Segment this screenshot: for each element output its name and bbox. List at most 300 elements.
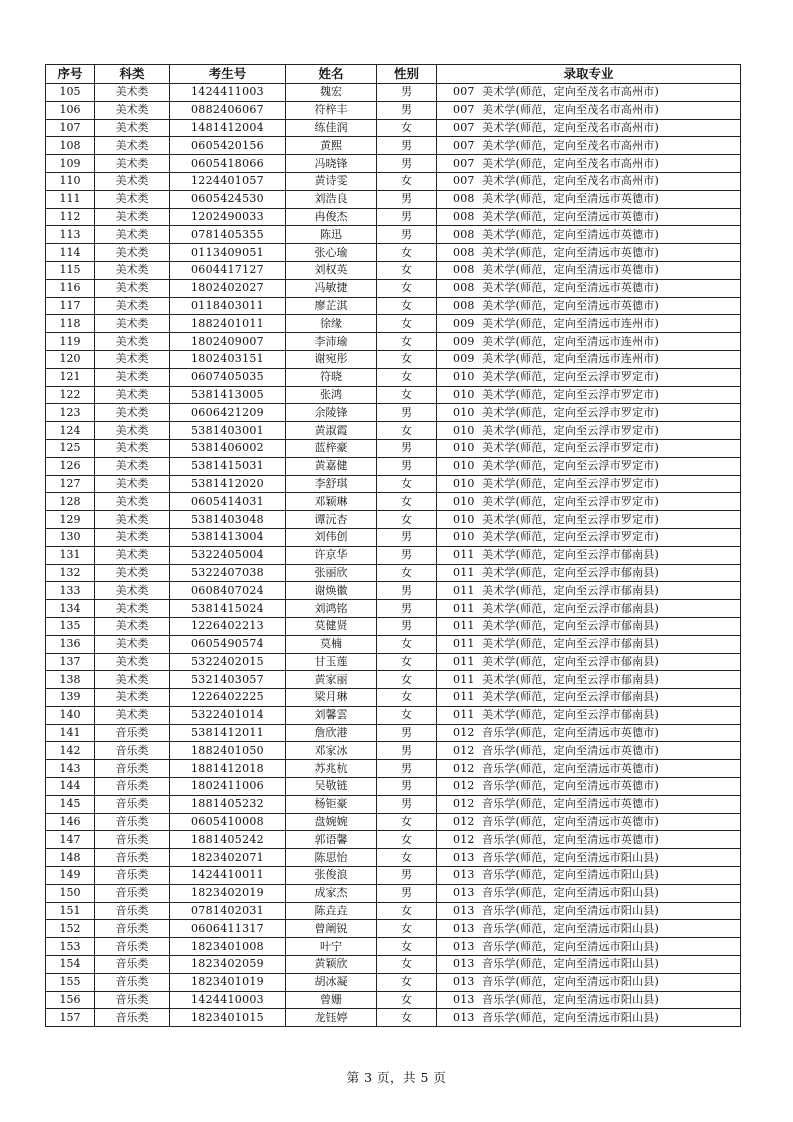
row-category: 音乐类 <box>95 1009 170 1027</box>
row-exam-id: 0604417127 <box>170 261 286 279</box>
row-gender: 女 <box>377 368 437 386</box>
row-major: 012 音乐学(师范，定向至清远市英德市) <box>437 724 741 742</box>
row-gender: 男 <box>377 439 437 457</box>
row-index: 147 <box>46 831 95 849</box>
row-category: 音乐类 <box>95 831 170 849</box>
row-index: 109 <box>46 155 95 173</box>
row-index: 148 <box>46 849 95 867</box>
row-exam-id: 5322407038 <box>170 564 286 582</box>
row-major: 013 音乐学(师范，定向至清远市阳山县) <box>437 938 741 956</box>
row-gender: 男 <box>377 226 437 244</box>
row-gender: 女 <box>377 1009 437 1027</box>
row-index: 151 <box>46 902 95 920</box>
row-category: 美术类 <box>95 208 170 226</box>
row-exam-id: 1481412004 <box>170 119 286 137</box>
row-index: 145 <box>46 795 95 813</box>
row-exam-id: 1823402019 <box>170 884 286 902</box>
row-category: 美术类 <box>95 386 170 404</box>
row-exam-id: 1802409007 <box>170 333 286 351</box>
table-row <box>46 386 741 404</box>
row-index: 144 <box>46 778 95 796</box>
row-category: 美术类 <box>95 155 170 173</box>
row-exam-id: 1882401050 <box>170 742 286 760</box>
row-index: 140 <box>46 706 95 724</box>
row-exam-id: 5381413004 <box>170 528 286 546</box>
row-index: 135 <box>46 617 95 635</box>
row-major: 007 美术学(师范，定向至茂名市高州市) <box>437 119 741 137</box>
row-category: 美术类 <box>95 439 170 457</box>
row-gender: 男 <box>377 617 437 635</box>
row-name: 李沛瑜 <box>286 333 377 351</box>
row-exam-id: 0605410008 <box>170 813 286 831</box>
row-name: 廖芷淇 <box>286 297 377 315</box>
row-category: 音乐类 <box>95 760 170 778</box>
row-category: 美术类 <box>95 84 170 102</box>
row-major: 009 美术学(师范，定向至清远市连州市) <box>437 333 741 351</box>
row-index: 152 <box>46 920 95 938</box>
row-exam-id: 1202490033 <box>170 208 286 226</box>
table-row <box>46 155 741 173</box>
row-major: 008 美术学(师范，定向至清远市英德市) <box>437 190 741 208</box>
row-major: 011 美术学(师范，定向至云浮市郁南县) <box>437 546 741 564</box>
row-major: 010 美术学(师范，定向至云浮市罗定市) <box>437 493 741 511</box>
row-category: 美术类 <box>95 493 170 511</box>
row-exam-id: 5381415024 <box>170 600 286 618</box>
row-gender: 女 <box>377 813 437 831</box>
row-name: 冉俊杰 <box>286 208 377 226</box>
row-category: 音乐类 <box>95 920 170 938</box>
row-name: 曾阐锐 <box>286 920 377 938</box>
row-index: 149 <box>46 867 95 885</box>
table-row <box>46 813 741 831</box>
row-gender: 男 <box>377 742 437 760</box>
row-major: 012 音乐学(师范，定向至清远市英德市) <box>437 813 741 831</box>
row-name: 成家杰 <box>286 884 377 902</box>
table-row <box>46 279 741 297</box>
table-row <box>46 404 741 422</box>
row-category: 美术类 <box>95 261 170 279</box>
row-index: 153 <box>46 938 95 956</box>
table-row <box>46 244 741 262</box>
row-exam-id: 1823401019 <box>170 973 286 991</box>
row-index: 122 <box>46 386 95 404</box>
row-major: 013 音乐学(师范，定向至清远市阳山县) <box>437 849 741 867</box>
row-gender: 女 <box>377 119 437 137</box>
row-category: 音乐类 <box>95 795 170 813</box>
table-row <box>46 315 741 333</box>
row-exam-id: 1802402027 <box>170 279 286 297</box>
row-major: 008 美术学(师范，定向至清远市英德市) <box>437 297 741 315</box>
row-index: 105 <box>46 84 95 102</box>
row-index: 123 <box>46 404 95 422</box>
row-index: 125 <box>46 439 95 457</box>
row-category: 音乐类 <box>95 902 170 920</box>
row-name: 刘权英 <box>286 261 377 279</box>
row-name: 黄嘉健 <box>286 457 377 475</box>
row-exam-id: 0882406067 <box>170 101 286 119</box>
row-category: 音乐类 <box>95 884 170 902</box>
row-major: 011 美术学(师范，定向至云浮市郁南县) <box>437 564 741 582</box>
row-major: 013 音乐学(师范，定向至清远市阳山县) <box>437 991 741 1009</box>
row-major: 013 音乐学(师范，定向至清远市阳山县) <box>437 867 741 885</box>
row-major: 011 美术学(师范，定向至云浮市郁南县) <box>437 635 741 653</box>
header-gender: 性别 <box>377 65 437 84</box>
row-exam-id: 5381403001 <box>170 422 286 440</box>
row-index: 146 <box>46 813 95 831</box>
row-exam-id: 5321403057 <box>170 671 286 689</box>
row-index: 107 <box>46 119 95 137</box>
row-gender: 男 <box>377 457 437 475</box>
row-category: 音乐类 <box>95 956 170 974</box>
row-exam-id: 5322401014 <box>170 706 286 724</box>
row-name: 甘玉莲 <box>286 653 377 671</box>
row-name: 叶宁 <box>286 938 377 956</box>
row-gender: 男 <box>377 778 437 796</box>
row-category: 音乐类 <box>95 742 170 760</box>
row-major: 011 美术学(师范，定向至云浮市郁南县) <box>437 671 741 689</box>
table-row <box>46 564 741 582</box>
table-row <box>46 422 741 440</box>
row-index: 150 <box>46 884 95 902</box>
row-exam-id: 1823401008 <box>170 938 286 956</box>
row-name: 余陵锋 <box>286 404 377 422</box>
row-gender: 女 <box>377 902 437 920</box>
row-exam-id: 1224401057 <box>170 172 286 190</box>
table-row <box>46 920 741 938</box>
row-major: 007 美术学(师范，定向至茂名市高州市) <box>437 137 741 155</box>
row-name: 张丽欣 <box>286 564 377 582</box>
row-gender: 女 <box>377 671 437 689</box>
row-name: 刘馨雲 <box>286 706 377 724</box>
row-name: 黄诗雯 <box>286 172 377 190</box>
row-index: 117 <box>46 297 95 315</box>
row-major: 011 美术学(师范，定向至云浮市郁南县) <box>437 582 741 600</box>
row-category: 美术类 <box>95 404 170 422</box>
row-category: 美术类 <box>95 190 170 208</box>
row-category: 音乐类 <box>95 991 170 1009</box>
row-gender: 女 <box>377 831 437 849</box>
row-name: 黄家丽 <box>286 671 377 689</box>
row-major: 010 美术学(师范，定向至云浮市罗定市) <box>437 439 741 457</box>
table-row <box>46 226 741 244</box>
row-major: 008 美术学(师范，定向至清远市英德市) <box>437 208 741 226</box>
row-index: 155 <box>46 973 95 991</box>
row-exam-id: 0606411317 <box>170 920 286 938</box>
row-index: 108 <box>46 137 95 155</box>
row-gender: 女 <box>377 493 437 511</box>
row-gender: 男 <box>377 190 437 208</box>
row-gender: 女 <box>377 956 437 974</box>
row-major: 010 美术学(师范，定向至云浮市罗定市) <box>437 528 741 546</box>
row-index: 121 <box>46 368 95 386</box>
row-category: 美术类 <box>95 546 170 564</box>
row-major: 007 美术学(师范，定向至茂名市高州市) <box>437 155 741 173</box>
table-row <box>46 528 741 546</box>
row-name: 冯敏捷 <box>286 279 377 297</box>
row-category: 美术类 <box>95 617 170 635</box>
header-name: 姓名 <box>286 65 377 84</box>
row-name: 刘浩良 <box>286 190 377 208</box>
row-exam-id: 0605490574 <box>170 635 286 653</box>
page-footer: 第 3 页，共 5 页 <box>346 1070 447 1085</box>
row-major: 009 美术学(师范，定向至清远市连州市) <box>437 315 741 333</box>
table-row <box>46 795 741 813</box>
row-gender: 女 <box>377 386 437 404</box>
row-exam-id: 0605418066 <box>170 155 286 173</box>
row-exam-id: 0113409051 <box>170 244 286 262</box>
row-category: 美术类 <box>95 333 170 351</box>
row-name: 郭语馨 <box>286 831 377 849</box>
row-exam-id: 1823402071 <box>170 849 286 867</box>
row-gender: 男 <box>377 137 437 155</box>
row-name: 谢宛彤 <box>286 350 377 368</box>
table-row <box>46 689 741 707</box>
header-category: 科类 <box>95 65 170 84</box>
row-exam-id: 5322402015 <box>170 653 286 671</box>
row-gender: 女 <box>377 244 437 262</box>
row-exam-id: 0605424530 <box>170 190 286 208</box>
row-category: 美术类 <box>95 600 170 618</box>
row-index: 143 <box>46 760 95 778</box>
row-major: 010 美术学(师范，定向至云浮市罗定市) <box>437 422 741 440</box>
row-index: 113 <box>46 226 95 244</box>
row-exam-id: 5381403048 <box>170 511 286 529</box>
row-index: 110 <box>46 172 95 190</box>
table-row <box>46 973 741 991</box>
table-row <box>46 956 741 974</box>
table-row <box>46 350 741 368</box>
row-name: 莫健贤 <box>286 617 377 635</box>
row-category: 美术类 <box>95 457 170 475</box>
row-name: 陈思怡 <box>286 849 377 867</box>
row-name: 张鸿 <box>286 386 377 404</box>
table-row <box>46 831 741 849</box>
row-category: 音乐类 <box>95 724 170 742</box>
table-row <box>46 778 741 796</box>
table-row <box>46 706 741 724</box>
row-major: 011 美术学(师范，定向至云浮市郁南县) <box>437 706 741 724</box>
row-gender: 女 <box>377 422 437 440</box>
row-major: 008 美术学(师范，定向至清远市英德市) <box>437 261 741 279</box>
row-category: 美术类 <box>95 653 170 671</box>
table-row <box>46 208 741 226</box>
row-major: 010 美术学(师范，定向至云浮市罗定市) <box>437 386 741 404</box>
table-row <box>46 137 741 155</box>
row-category: 美术类 <box>95 671 170 689</box>
row-category: 美术类 <box>95 350 170 368</box>
row-major: 013 音乐学(师范，定向至清远市阳山县) <box>437 1009 741 1027</box>
row-exam-id: 1802403151 <box>170 350 286 368</box>
row-category: 美术类 <box>95 368 170 386</box>
row-index: 134 <box>46 600 95 618</box>
row-gender: 男 <box>377 867 437 885</box>
row-index: 120 <box>46 350 95 368</box>
table-row <box>46 475 741 493</box>
row-name: 张俊浪 <box>286 867 377 885</box>
table-row <box>46 653 741 671</box>
row-gender: 女 <box>377 689 437 707</box>
row-major: 011 美术学(师范，定向至云浮市郁南县) <box>437 617 741 635</box>
row-category: 音乐类 <box>95 867 170 885</box>
row-name: 李舒琪 <box>286 475 377 493</box>
row-gender: 女 <box>377 350 437 368</box>
row-index: 131 <box>46 546 95 564</box>
row-exam-id: 0118403011 <box>170 297 286 315</box>
row-category: 音乐类 <box>95 778 170 796</box>
row-category: 美术类 <box>95 564 170 582</box>
row-gender: 男 <box>377 582 437 600</box>
row-exam-id: 0608407024 <box>170 582 286 600</box>
row-exam-id: 1424411003 <box>170 84 286 102</box>
row-exam-id: 1802411006 <box>170 778 286 796</box>
table-row <box>46 884 741 902</box>
row-major: 008 美术学(师范，定向至清远市英德市) <box>437 226 741 244</box>
row-index: 141 <box>46 724 95 742</box>
row-gender: 男 <box>377 546 437 564</box>
row-index: 116 <box>46 279 95 297</box>
row-exam-id: 5322405004 <box>170 546 286 564</box>
table-row <box>46 368 741 386</box>
row-exam-id: 5381412011 <box>170 724 286 742</box>
row-index: 129 <box>46 511 95 529</box>
table-row <box>46 101 741 119</box>
row-exam-id: 0607405035 <box>170 368 286 386</box>
row-gender: 女 <box>377 564 437 582</box>
row-exam-id: 1881412018 <box>170 760 286 778</box>
row-index: 111 <box>46 190 95 208</box>
row-name: 杨钜豪 <box>286 795 377 813</box>
row-gender: 男 <box>377 404 437 422</box>
row-major: 010 美术学(师范，定向至云浮市罗定市) <box>437 368 741 386</box>
row-name: 黄熙 <box>286 137 377 155</box>
row-name: 黄淑霞 <box>286 422 377 440</box>
row-gender: 女 <box>377 172 437 190</box>
row-gender: 女 <box>377 297 437 315</box>
table-row <box>46 297 741 315</box>
row-index: 133 <box>46 582 95 600</box>
row-gender: 女 <box>377 653 437 671</box>
row-index: 118 <box>46 315 95 333</box>
table-row <box>46 760 741 778</box>
row-exam-id: 1823401015 <box>170 1009 286 1027</box>
row-category: 美术类 <box>95 689 170 707</box>
row-category: 美术类 <box>95 172 170 190</box>
row-major: 012 音乐学(师范，定向至清远市英德市) <box>437 795 741 813</box>
row-name: 盘婉婉 <box>286 813 377 831</box>
row-index: 106 <box>46 101 95 119</box>
row-major: 007 美术学(师范，定向至茂名市高州市) <box>437 84 741 102</box>
row-name: 徐缘 <box>286 315 377 333</box>
row-category: 美术类 <box>95 279 170 297</box>
row-major: 011 美术学(师范，定向至云浮市郁南县) <box>437 689 741 707</box>
row-category: 美术类 <box>95 422 170 440</box>
row-major: 010 美术学(师范，定向至云浮市罗定市) <box>437 404 741 422</box>
row-index: 112 <box>46 208 95 226</box>
row-name: 曾姗 <box>286 991 377 1009</box>
row-gender: 男 <box>377 760 437 778</box>
row-major: 007 美术学(师范，定向至茂名市高州市) <box>437 172 741 190</box>
row-exam-id: 5381413005 <box>170 386 286 404</box>
row-gender: 男 <box>377 528 437 546</box>
row-index: 156 <box>46 991 95 1009</box>
row-major: 012 音乐学(师范，定向至清远市英德市) <box>437 760 741 778</box>
row-name: 谭沅杏 <box>286 511 377 529</box>
row-major: 010 美术学(师范，定向至云浮市罗定市) <box>437 457 741 475</box>
table-row <box>46 439 741 457</box>
row-name: 梁月琳 <box>286 689 377 707</box>
row-index: 114 <box>46 244 95 262</box>
row-category: 美术类 <box>95 137 170 155</box>
row-name: 陈垚垚 <box>286 902 377 920</box>
table-row <box>46 849 741 867</box>
row-name: 邓家冰 <box>286 742 377 760</box>
row-exam-id: 1424410003 <box>170 991 286 1009</box>
row-name: 黄颖欣 <box>286 956 377 974</box>
row-gender: 男 <box>377 208 437 226</box>
table-row <box>46 671 741 689</box>
row-gender: 女 <box>377 973 437 991</box>
row-exam-id: 5381415031 <box>170 457 286 475</box>
row-index: 115 <box>46 261 95 279</box>
row-major: 008 美术学(师范，定向至清远市英德市) <box>437 279 741 297</box>
row-exam-id: 1226402213 <box>170 617 286 635</box>
row-category: 美术类 <box>95 226 170 244</box>
row-index: 128 <box>46 493 95 511</box>
row-gender: 女 <box>377 635 437 653</box>
row-gender: 男 <box>377 84 437 102</box>
row-name: 魏宏 <box>286 84 377 102</box>
row-major: 010 美术学(师范，定向至云浮市罗定市) <box>437 475 741 493</box>
row-name: 胡冰凝 <box>286 973 377 991</box>
row-exam-id: 1882401011 <box>170 315 286 333</box>
row-gender: 男 <box>377 724 437 742</box>
table-row <box>46 635 741 653</box>
row-exam-id: 0605414031 <box>170 493 286 511</box>
row-major: 013 音乐学(师范，定向至清远市阳山县) <box>437 902 741 920</box>
header-row <box>46 65 741 84</box>
row-index: 127 <box>46 475 95 493</box>
table-row <box>46 493 741 511</box>
table-row <box>46 457 741 475</box>
row-major: 012 音乐学(师范，定向至清远市英德市) <box>437 778 741 796</box>
table-row <box>46 724 741 742</box>
table-row <box>46 333 741 351</box>
header-exam-id: 考生号 <box>170 65 286 84</box>
row-category: 美术类 <box>95 315 170 333</box>
row-name: 刘鸿铭 <box>286 600 377 618</box>
row-major: 012 音乐学(师范，定向至清远市英德市) <box>437 742 741 760</box>
table-row <box>46 902 741 920</box>
row-category: 美术类 <box>95 119 170 137</box>
row-index: 139 <box>46 689 95 707</box>
row-category: 美术类 <box>95 511 170 529</box>
row-index: 130 <box>46 528 95 546</box>
table-row <box>46 582 741 600</box>
row-gender: 男 <box>377 795 437 813</box>
row-index: 142 <box>46 742 95 760</box>
row-name: 莫楠 <box>286 635 377 653</box>
table-row <box>46 511 741 529</box>
row-category: 音乐类 <box>95 938 170 956</box>
table-row <box>46 742 741 760</box>
row-gender: 女 <box>377 849 437 867</box>
row-name: 邓颖琳 <box>286 493 377 511</box>
row-index: 138 <box>46 671 95 689</box>
row-name: 陈迅 <box>286 226 377 244</box>
table-row <box>46 119 741 137</box>
header-index: 序号 <box>46 65 95 84</box>
row-category: 美术类 <box>95 528 170 546</box>
